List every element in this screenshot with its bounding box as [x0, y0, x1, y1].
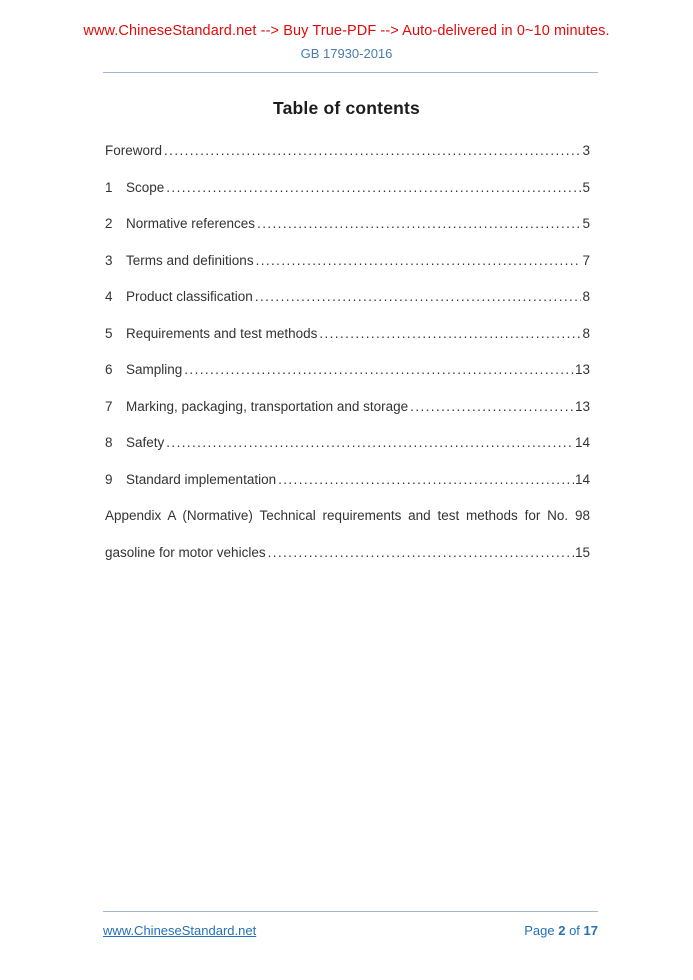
toc-entry: [105, 253, 590, 268]
page-current: 2: [558, 923, 566, 938]
toc-entry: [105, 472, 590, 487]
toc-entry: [105, 508, 590, 523]
toc-entry-label: Normative references: [126, 216, 256, 231]
page-indicator: [524, 923, 598, 938]
toc-entry-label: Safety: [126, 435, 165, 450]
toc-entry-number: 4: [105, 289, 113, 304]
toc-leader-dots: [257, 216, 581, 231]
toc-entry-label: Sampling: [126, 362, 183, 377]
toc-entry: [105, 545, 590, 560]
of-word: of: [569, 923, 580, 938]
toc-entry-number: 6: [105, 362, 113, 377]
toc-entry-page: 5: [582, 179, 590, 195]
toc-entry: [105, 399, 590, 414]
toc-list: [0, 143, 693, 560]
toc-entry-page: 5: [582, 216, 590, 231]
toc-entry-page: 7: [582, 252, 590, 268]
toc-entry-page: 15: [574, 544, 590, 560]
toc-leader-dots: [410, 399, 574, 414]
toc-entry-number: 5: [105, 325, 113, 341]
toc-leader-dots: [166, 180, 581, 195]
toc-entry-page: 14: [574, 435, 590, 450]
toc-entry-number: 2: [105, 216, 113, 231]
toc-entry: [105, 180, 590, 195]
toc-leader-dots: [319, 326, 581, 341]
toc-leader-dots: [184, 362, 574, 377]
toc-entry-page: 8: [582, 289, 590, 304]
toc-entry-page: 14: [574, 471, 590, 487]
toc-entry-page: 3: [582, 143, 590, 158]
page-footer: [0, 911, 693, 980]
toc-entry-label: Marking, packaging, transportation and storage: [126, 398, 409, 414]
footer-website-link[interactable]: www.ChineseStandard.net: [103, 923, 257, 938]
toc-entry-number: 1: [105, 179, 113, 195]
toc-entry-label: Scope: [126, 179, 165, 195]
toc-entry: [105, 143, 590, 158]
toc-entry-label: Standard implementation: [126, 471, 277, 487]
toc-leader-dots: [268, 545, 574, 560]
toc-entry-label: gasoline for motor vehicles: [105, 544, 266, 560]
toc-entry: [105, 216, 590, 231]
standard-number: GB 17930-2016: [300, 46, 393, 61]
toc-entry-label: Requirements and test methods: [126, 325, 318, 341]
toc-entry-number: 8: [105, 435, 113, 450]
toc-entry: [105, 289, 590, 304]
toc-entry: [105, 435, 590, 450]
page-title: Table of contents: [273, 98, 420, 118]
toc-entry-label: Appendix A (Normative) Technical requirements and test methods for No. 98: [105, 508, 590, 523]
toc-entry: [105, 326, 590, 341]
toc-leader-dots: [278, 472, 574, 487]
toc-leader-dots: [164, 143, 581, 158]
footer-divider: [103, 911, 598, 912]
page-total: 17: [583, 923, 598, 938]
toc-entry-page: 13: [574, 398, 590, 414]
toc-entry: [105, 362, 590, 377]
toc-leader-dots: [166, 435, 574, 450]
toc-leader-dots: [255, 289, 582, 304]
header-divider: [103, 72, 598, 73]
toc-entry-page: 13: [574, 362, 590, 377]
toc-entry-page: 8: [582, 325, 590, 341]
toc-entry-label: Product classification: [126, 289, 253, 304]
buy-pdf-banner: www.ChineseStandard.net --> Buy True-PDF --> Auto-delivered in 0~10 minutes.: [83, 23, 610, 39]
toc-entry-label: Foreword: [105, 143, 163, 158]
page-word: Page: [524, 923, 555, 938]
toc-entry-label: Terms and definitions: [126, 252, 254, 268]
toc-entry-number: 9: [105, 471, 113, 487]
toc-entry-number: 7: [105, 398, 113, 414]
toc-leader-dots: [256, 253, 582, 268]
toc-entry-number: 3: [105, 252, 113, 268]
